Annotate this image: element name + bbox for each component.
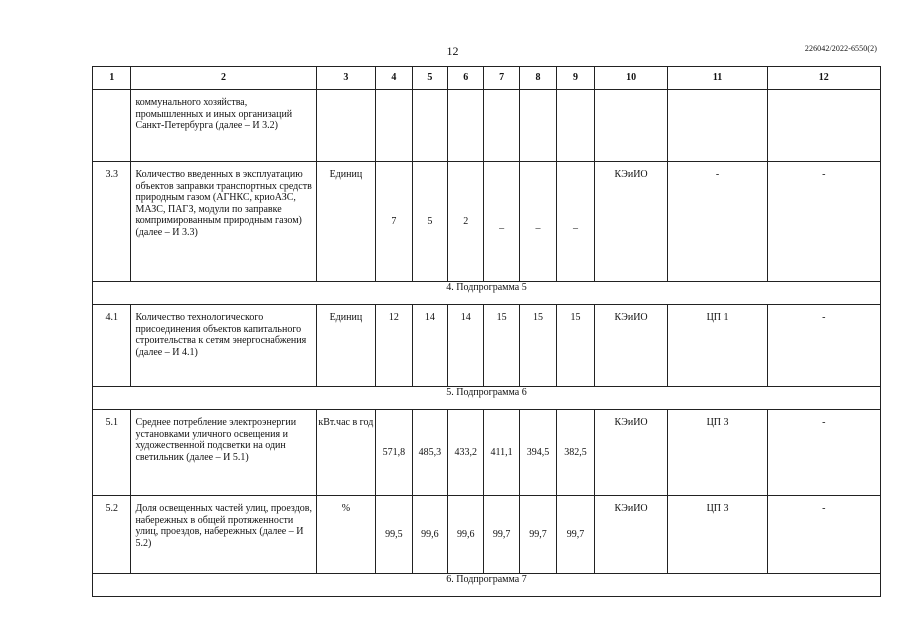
row-note: -	[767, 305, 880, 387]
row-value: 2	[448, 162, 484, 282]
row-responsible: КЭиИО	[594, 496, 668, 574]
table-row	[93, 496, 881, 574]
row-value: 14	[448, 305, 484, 387]
row-value: 15	[557, 305, 594, 387]
row-unit: Единиц	[316, 305, 376, 387]
column-header: 2	[131, 67, 316, 90]
row-responsible: КЭиИО	[594, 410, 668, 496]
column-header: 1	[93, 67, 131, 90]
row-value: 5	[412, 162, 447, 282]
section-title: 5. Подпрограмма 6	[93, 387, 881, 410]
row-target-program: ЦП 3	[668, 496, 767, 574]
column-header: 7	[484, 67, 519, 90]
column-header: 4	[376, 67, 412, 90]
document-id: 226042/2022-6550(2)	[804, 44, 877, 53]
column-header: 11	[668, 67, 767, 90]
row-description: коммунального хозяйства, промышленных и иных организаций Санкт-Петербурга (далее – И 3.2)	[131, 90, 316, 162]
row-value: –	[557, 162, 594, 282]
row-value: 411,1	[484, 410, 519, 496]
row-value: 394,5	[519, 410, 556, 496]
row-target-program: -	[668, 162, 767, 282]
row-number: 5.1	[93, 410, 131, 496]
table-row	[93, 410, 881, 496]
row-number	[93, 90, 131, 162]
row-value: 485,3	[412, 410, 447, 496]
row-value: –	[484, 162, 519, 282]
row-note: -	[767, 496, 880, 574]
column-header: 3	[316, 67, 376, 90]
row-responsible: КЭиИО	[594, 162, 668, 282]
section-row	[93, 282, 881, 305]
row-number: 5.2	[93, 496, 131, 574]
column-header: 12	[767, 67, 880, 90]
row-value: 99,6	[412, 496, 447, 574]
row-value: 12	[376, 305, 412, 387]
column-header-row	[93, 67, 881, 90]
row-target-program: ЦП 3	[668, 410, 767, 496]
column-header: 6	[448, 67, 484, 90]
row-value: 7	[376, 162, 412, 282]
row-number: 3.3	[93, 162, 131, 282]
row-target-program: ЦП 1	[668, 305, 767, 387]
column-header: 10	[594, 67, 668, 90]
row-value: 99,6	[448, 496, 484, 574]
table-row	[93, 162, 881, 282]
row-unit: %	[316, 496, 376, 574]
row-description: Среднее потребление электроэнергии установками уличного освещения и художественной подсветки на один светильник (далее – И 5.1)	[131, 410, 316, 496]
row-unit: кВт.час в год	[316, 410, 376, 496]
indicators-table	[92, 66, 881, 597]
row-value: 99,7	[557, 496, 594, 574]
row-unit: Единиц	[316, 162, 376, 282]
row-value: 382,5	[557, 410, 594, 496]
table-row	[93, 305, 881, 387]
section-title: 6. Подпрограмма 7	[93, 574, 881, 597]
table-row-continuation	[93, 90, 881, 162]
section-row	[93, 574, 881, 597]
row-value: 571,8	[376, 410, 412, 496]
row-value: 99,7	[484, 496, 519, 574]
row-value: 15	[519, 305, 556, 387]
row-value: 99,5	[376, 496, 412, 574]
row-note: -	[767, 410, 880, 496]
section-title: 4. Подпрограмма 5	[93, 282, 881, 305]
row-description: Доля освещенных частей улиц, проездов, набережных в общей протяженности улиц, проездов, набережных (далее – И 5.2)	[131, 496, 316, 574]
row-description: Количество введенных в эксплуатацию объектов заправки транспортных средств природным газом (АГНКС, криоАЗС, МАЗС, ПАГЗ, модули по заправке компримированным природным газом) (далее – И 3.3)	[131, 162, 316, 282]
row-value: 99,7	[519, 496, 556, 574]
row-number: 4.1	[93, 305, 131, 387]
row-description: Количество технологического присоединения объектов капитального строительства к сетям энергоснабжения (далее – И 4.1)	[131, 305, 316, 387]
section-row	[93, 387, 881, 410]
row-responsible: КЭиИО	[594, 305, 668, 387]
row-value: 14	[412, 305, 447, 387]
row-note: -	[767, 162, 880, 282]
column-header: 9	[557, 67, 594, 90]
row-value: –	[519, 162, 556, 282]
row-value: 433,2	[448, 410, 484, 496]
column-header: 8	[519, 67, 556, 90]
row-value: 15	[484, 305, 519, 387]
page-number: 12	[446, 44, 459, 58]
column-header: 5	[412, 67, 447, 90]
